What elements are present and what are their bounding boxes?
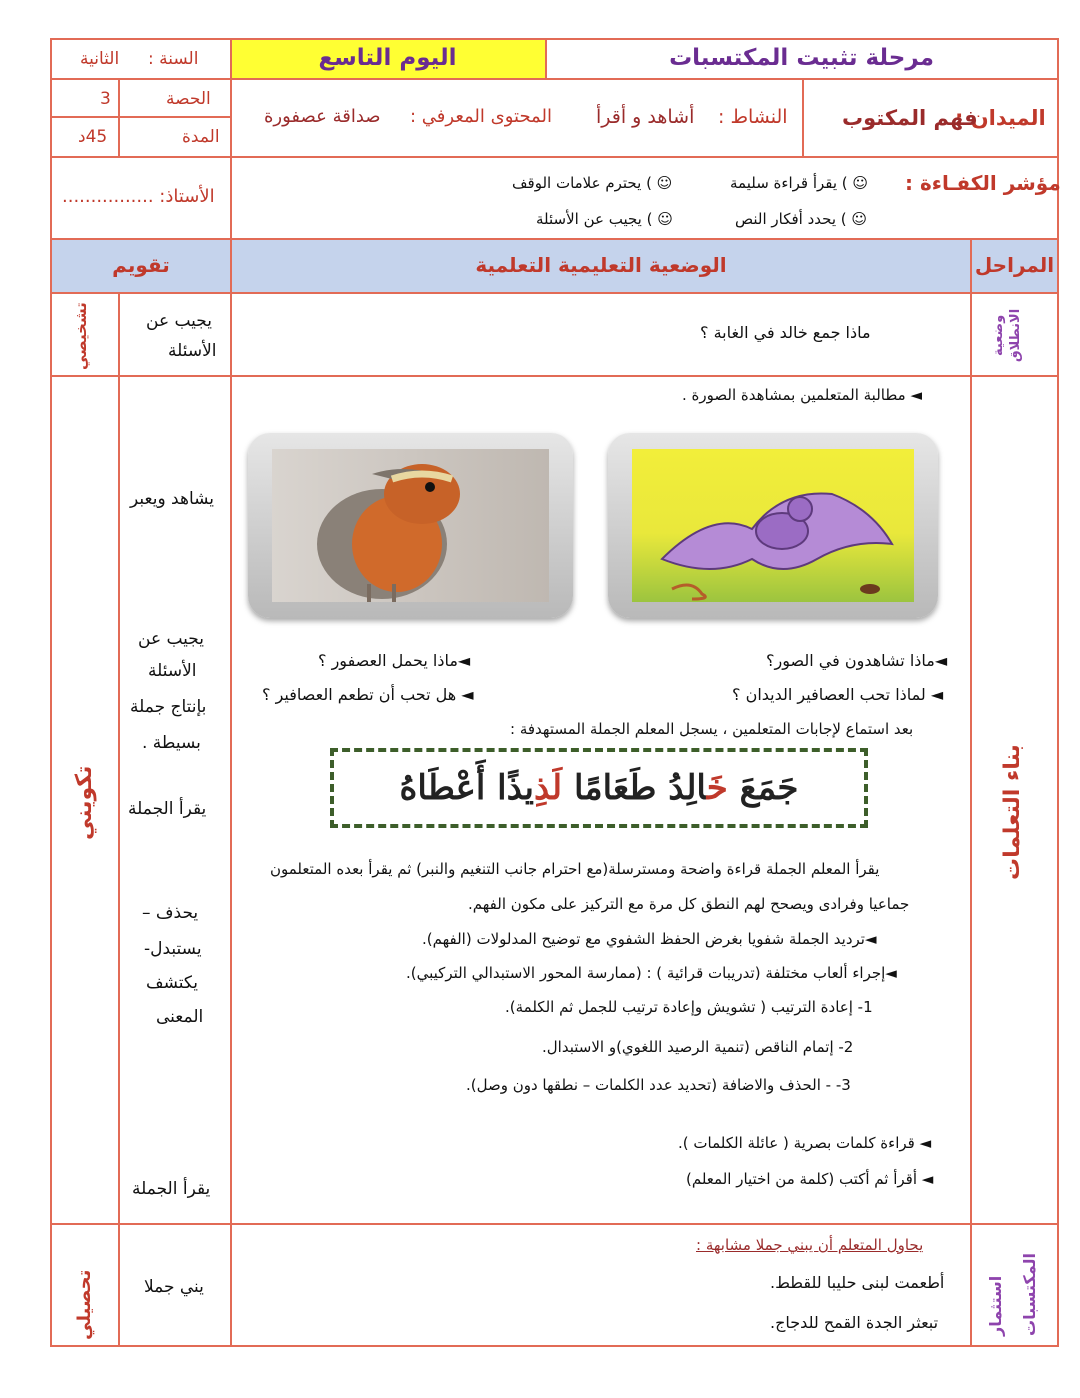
session-value: 3 — [100, 89, 111, 109]
invest-eval: يني جملا — [144, 1277, 204, 1297]
invest-type: تحصيلي — [74, 1269, 95, 1340]
eval-manip-3: يكتشف — [146, 973, 199, 993]
content-value: صداقة عصفورة — [264, 106, 381, 127]
stage-title: مرحلة تثبيت المكتسبات — [669, 45, 934, 71]
question-3: ◄ لماذا تحب العصافير الديدان ؟ — [732, 685, 944, 704]
robin-photo-image — [248, 433, 573, 618]
invest-stage-1: استثمار — [986, 1275, 1005, 1336]
after-answers: بعد استماع لإجابات المتعلمين ، يسجل المعلم الجملة المستهدفة : — [510, 720, 914, 738]
invest-heading: يحاول المتعلم أن يبني جملا مشابهة : — [696, 1236, 924, 1254]
eval-manip-4: المعنى — [156, 1007, 204, 1027]
indicator-3: ☺ ) يحدد أفكار النص — [735, 210, 868, 228]
eval-read-2: يقرأ الجملة — [132, 1179, 211, 1199]
eval-watch: يشاهد ويعبر — [130, 489, 215, 509]
day-title: اليوم التاسع — [318, 45, 457, 71]
eval-answer-4: بسيطة . — [142, 733, 201, 753]
question-2: ◄ماذا يحمل العصفور ؟ — [318, 651, 471, 670]
content-label: المحتوى المعرفي : — [410, 106, 552, 127]
launch-eval-2: الأسئلة — [168, 341, 217, 361]
invest-sentence-2: تبعثر الجدة القمح للدجاج. — [770, 1313, 939, 1332]
procedure-p5: ◄ قراءة كلمات بصرية ( عائلة الكلمات ). — [678, 1134, 932, 1152]
launch-question: ماذا جمع خالد في الغابة ؟ — [700, 323, 871, 342]
question-4: ◄ هل تحب أن تطعم العصافير ؟ — [262, 685, 474, 704]
activity-label: النشاط : — [718, 106, 788, 128]
build-instruction: ◄ مطالبة المتعلمين بمشاهدة الصورة . — [682, 386, 922, 404]
launch-eval-1: يجيب عن — [146, 311, 213, 331]
invest-sentence-1: أطعمت لبنى حليبا للقطط. — [770, 1273, 945, 1292]
duration-value: 45د — [78, 127, 108, 147]
game-2: 2- إتمام الناقص (تنمية الرصيد اللغوي)و الاستبدال. — [542, 1038, 854, 1056]
procedure-p1: يقرأ المعلم الجملة قراءة واضحة ومسترسلة(مع احترام جانب التنغيم والنبر) ثم يقرأ بعده المتعلمون — [270, 860, 880, 878]
eval-answer-3: بإنتاج جملة — [130, 697, 207, 717]
game-1: 1- إعادة الترتيب ( تشويش وإعادة ترتيب للجمل ثم الكلمة). — [505, 998, 873, 1016]
launch-stage: وضعية الانطلاق — [991, 308, 1023, 362]
build-type: تكويني — [72, 765, 97, 840]
col-evaluation: تقويم — [112, 253, 170, 277]
eval-answer-1: يجيب عن — [138, 629, 205, 649]
session-label: الحصة — [166, 89, 211, 109]
col-situation: الوضعية التعليمية التعلمية — [475, 253, 727, 277]
indicator-1: ☺ ) يقرأ قراءة سليمة — [730, 174, 869, 192]
teacher-field: الأستاذ: ................ — [62, 186, 215, 207]
col-stages: المراحل — [974, 253, 1055, 277]
indicator-4: ☺ ) يجيب عن الأسئلة — [536, 210, 673, 228]
year-value: الثانية — [80, 49, 120, 69]
procedure-p2: جماعيا وفرادى ويصحح لهم النطق كل مرة مع التركيز على مكون الفهم. — [468, 895, 910, 913]
eval-read: يقرأ الجملة — [128, 799, 207, 819]
invest-stage-2: المكتسبات — [1020, 1253, 1039, 1336]
eval-answer-2: الأسئلة — [148, 661, 197, 681]
procedure-p4: ◄إجراء ألعاب مختلفة (تدريبات قرائية ) : (ممارسة المحور الاستبدالي التركيبي). — [406, 964, 897, 982]
target-sentence: جَمَعَ خَالِدُ طَعَامًا لَذِيذًا أَعْطَاهُ — [399, 768, 799, 808]
year-label: السنة : — [148, 49, 199, 69]
field-label: الميدان : — [955, 106, 1046, 130]
question-1: ◄ماذا تشاهدون في الصور؟ — [766, 651, 948, 670]
game-3: 3- - الحذف والاضافة (تحديد عدد الكلمات – نطقها دون وصل). — [466, 1076, 851, 1094]
build-stage: بناء التعلمات — [1000, 744, 1025, 880]
field-value: فهم المكتوب — [842, 106, 978, 130]
duration-label: المدة — [182, 127, 220, 147]
bird-cartoon-drawing — [632, 449, 914, 602]
robin-drawing — [272, 449, 549, 602]
launch-type: تشخيصي — [72, 302, 90, 370]
procedure-p3: ◄ترديد الجملة شفويا بغرض الحفظ الشفوي مع توضيح المدلولات (الفهم). — [422, 930, 877, 948]
bird-cartoon-image — [608, 433, 938, 618]
indicator-2: ☺ ) يحترم علامات الوقف — [512, 174, 673, 192]
activity-value: أشاهد و أقرأ — [596, 106, 695, 128]
eval-manip-1: يحذف – — [142, 903, 199, 923]
competence-label: مؤشر الكفـاءة : — [905, 171, 1061, 195]
procedure-p6: ◄ أقرأ ثم أكتب (كلمة من اختيار المعلم) — [686, 1170, 934, 1188]
eval-manip-2: يستبدل- — [144, 939, 202, 959]
